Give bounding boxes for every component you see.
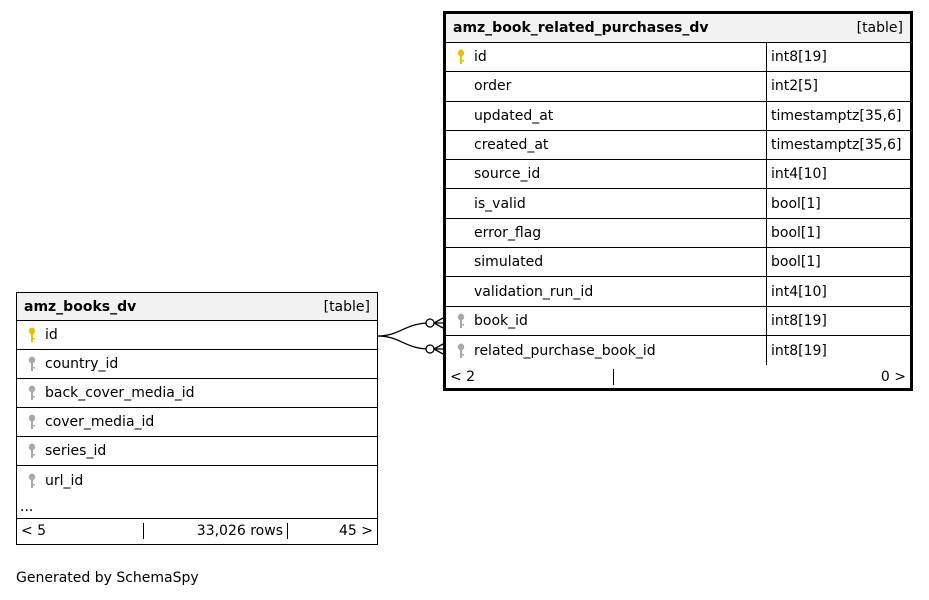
column-row[interactable] <box>446 307 910 336</box>
more-columns-label: ... <box>20 498 34 515</box>
column-name: is_valid <box>474 195 526 212</box>
column-type: int8[19] <box>766 43 910 71</box>
column-name: cover_media_id <box>45 414 155 430</box>
table-amz-book-related-purchases-dv[interactable] <box>443 11 913 391</box>
column-type: int4[10] <box>766 277 910 305</box>
column-name: country_id <box>45 356 119 372</box>
column-name: back_cover_media_id <box>45 385 195 401</box>
foreign-key-icon <box>25 466 39 495</box>
generated-by-label: Generated by SchemaSpy <box>16 570 199 586</box>
column-row[interactable] <box>446 160 910 189</box>
foreign-key-icon <box>454 307 468 335</box>
column-row[interactable] <box>446 131 910 160</box>
foreign-key-icon <box>25 408 39 436</box>
primary-key-icon <box>25 321 39 349</box>
table-header[interactable] <box>17 293 377 321</box>
column-row[interactable] <box>17 466 377 495</box>
column-type: timestamptz[35,6] <box>766 131 910 159</box>
column-name: id <box>45 327 58 343</box>
column-type: int8[19] <box>766 307 910 335</box>
column-row[interactable] <box>446 43 910 72</box>
column-name: id <box>474 49 487 66</box>
table-header[interactable] <box>446 14 910 43</box>
column-name: created_at <box>474 137 549 154</box>
footer-children: 0 > <box>880 369 906 386</box>
no-key-spacer <box>454 219 468 247</box>
column-name: simulated <box>474 254 544 271</box>
footer-children: 45 > <box>339 523 373 539</box>
table-name: amz_book_related_purchases_dv <box>453 20 709 36</box>
no-key-spacer <box>454 277 468 305</box>
foreign-key-icon <box>25 437 39 465</box>
column-row[interactable] <box>17 437 377 466</box>
column-row[interactable] <box>446 102 910 131</box>
footer-rows: 33,026 rows <box>144 523 288 539</box>
foreign-key-icon <box>454 336 468 365</box>
column-type: int8[19] <box>766 336 910 365</box>
column-row[interactable] <box>446 277 910 306</box>
column-name: url_id <box>45 472 84 489</box>
foreign-key-icon <box>25 379 39 407</box>
table-name: amz_books_dv <box>24 298 137 315</box>
column-row[interactable] <box>17 321 377 350</box>
column-row[interactable] <box>446 248 910 277</box>
column-row[interactable] <box>446 219 910 248</box>
no-key-spacer <box>454 131 468 159</box>
column-row[interactable] <box>17 408 377 437</box>
no-key-spacer <box>454 160 468 188</box>
table-footer <box>446 365 910 389</box>
column-type: timestamptz[35,6] <box>766 102 910 130</box>
column-type: bool[1] <box>766 248 910 276</box>
column-name: series_id <box>45 443 107 459</box>
crowsfoot-circle-2 <box>426 345 434 353</box>
table-kind: [table] <box>323 298 370 315</box>
no-key-spacer <box>454 102 468 130</box>
table-kind: [table] <box>856 20 903 36</box>
table-amz-books-dv[interactable] <box>16 292 378 545</box>
column-type: int2[5] <box>766 72 910 100</box>
table-footer <box>17 519 377 543</box>
column-row[interactable] <box>17 350 377 379</box>
column-row[interactable] <box>446 72 910 101</box>
no-key-spacer <box>454 248 468 276</box>
column-row[interactable] <box>446 189 910 218</box>
column-type: bool[1] <box>766 219 910 247</box>
column-name: order <box>474 78 512 95</box>
column-name: book_id <box>474 312 528 329</box>
footer-parents: < 5 <box>17 523 144 539</box>
more-columns <box>17 495 377 519</box>
column-name: error_flag <box>474 224 542 241</box>
column-row[interactable] <box>17 379 377 408</box>
foreign-key-icon <box>25 350 39 378</box>
no-key-spacer <box>454 189 468 217</box>
column-type: bool[1] <box>766 189 910 217</box>
column-name: validation_run_id <box>474 283 594 300</box>
column-name: source_id <box>474 166 541 183</box>
column-row[interactable] <box>446 336 910 365</box>
column-name: related_purchase_book_id <box>474 342 656 359</box>
column-type: int4[10] <box>766 160 910 188</box>
column-name: updated_at <box>474 107 554 124</box>
no-key-spacer <box>454 72 468 100</box>
footer-parents: < 2 <box>446 369 614 385</box>
crowsfoot-circle-1 <box>426 319 434 327</box>
primary-key-icon <box>454 43 468 71</box>
